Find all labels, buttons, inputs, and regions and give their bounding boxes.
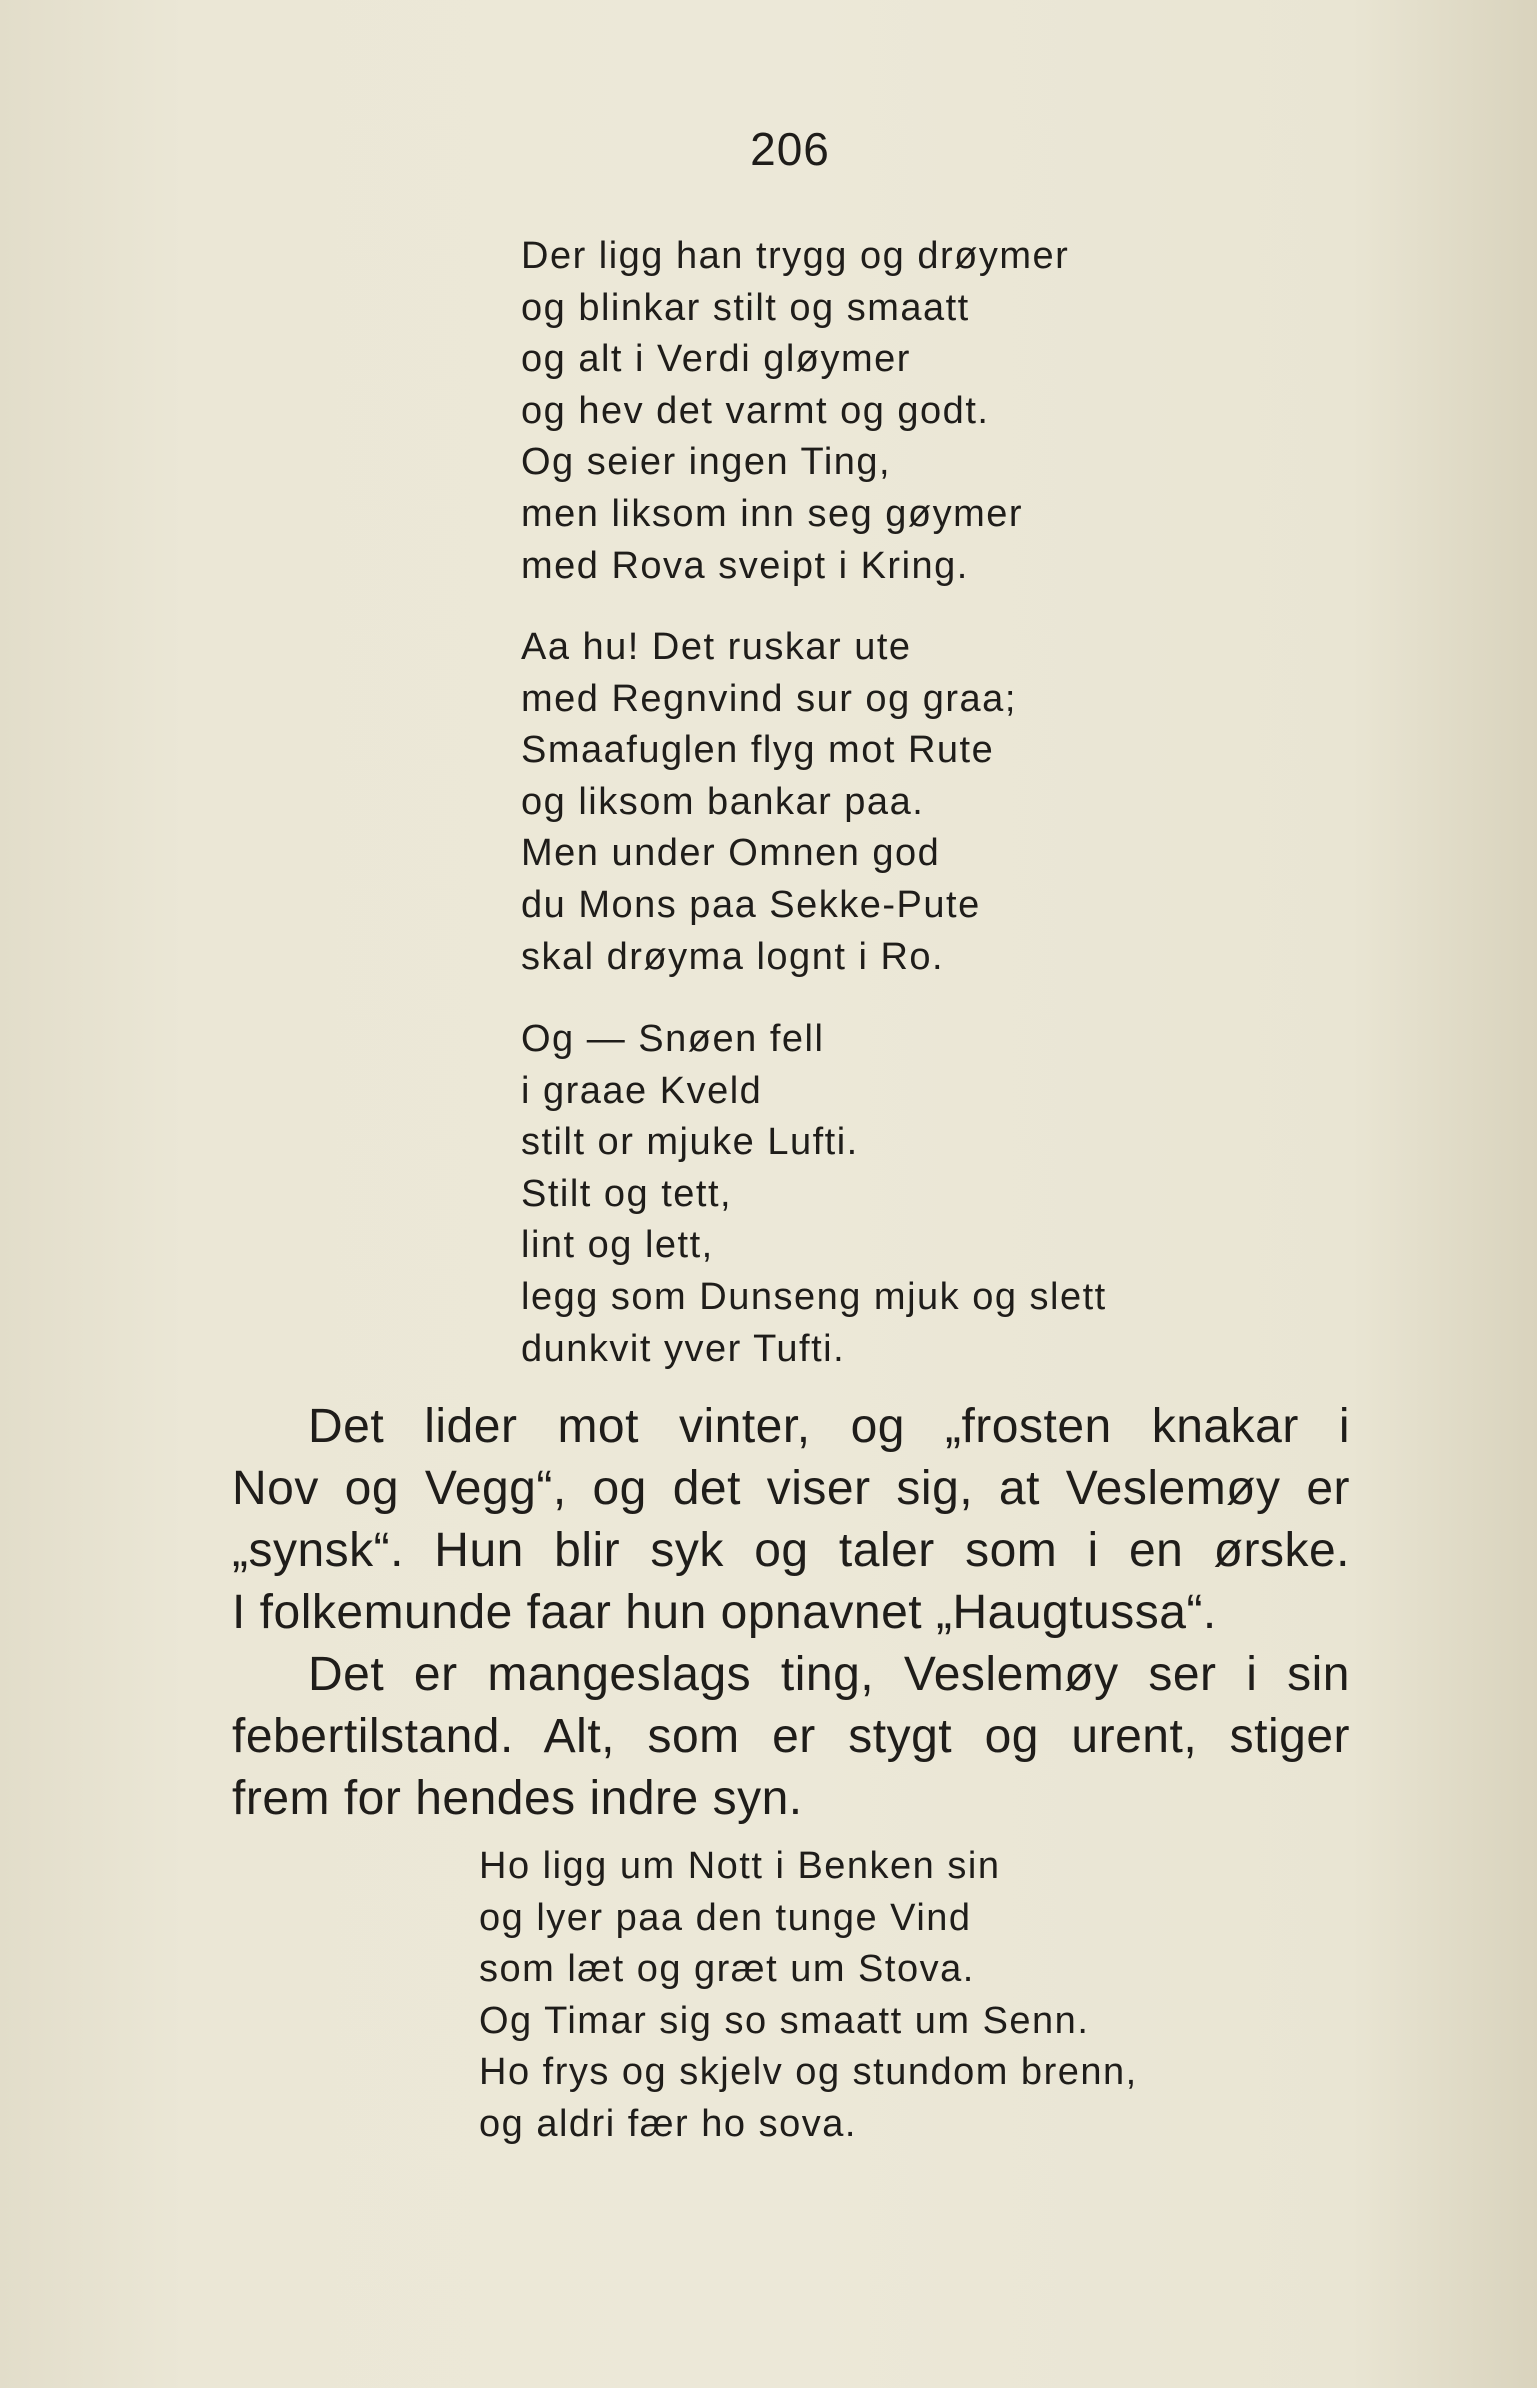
verse-line: og blinkar stilt og smaatt xyxy=(521,286,970,329)
prose-paragraph-2 xyxy=(232,1644,1350,1830)
verse-line: med Regnvind sur og graa; xyxy=(521,677,1017,720)
poem-stanza-3 xyxy=(521,1014,1107,1375)
verse-line: men liksom inn seg gøymer xyxy=(521,492,1024,535)
verse-line: og liksom bankar paa. xyxy=(521,780,925,823)
verse-line: og aldri fær ho sova. xyxy=(479,2102,857,2145)
prose-line: „synsk“. Hun blir syk og taler som i en ørske. xyxy=(232,1524,1350,1577)
verse-line: i graae Kveld xyxy=(521,1069,763,1112)
verse-line: dunkvit yver Tufti. xyxy=(521,1327,846,1370)
verse-line: Ho ligg um Nott i Benken sin xyxy=(479,1845,1001,1887)
verse-line: og hev det varmt og godt. xyxy=(521,389,990,432)
prose-line: frem for hendes indre syn. xyxy=(232,1772,803,1825)
verse-line: Aa hu! Det ruskar ute xyxy=(521,626,912,668)
poem-stanza-1 xyxy=(521,231,1069,592)
prose-line: I folkemunde faar hun opnavnet „Haugtussa“. xyxy=(232,1586,1217,1639)
prose-line: febertilstand. Alt, som er stygt og urent, stiger xyxy=(232,1710,1350,1763)
verse-line: du Mons paa Sekke-Pute xyxy=(521,883,981,926)
verse-line: Og seier ingen Ting, xyxy=(521,441,892,484)
verse-line: Smaafuglen flyg mot Rute xyxy=(521,729,995,772)
verse-line: Men under Omnen god xyxy=(521,832,941,875)
poem-stanza-4 xyxy=(479,1841,1138,2151)
prose-line: Nov og Vegg“, og det viser sig, at Veslemøy er xyxy=(232,1462,1350,1515)
verse-line: Stilt og tett, xyxy=(521,1172,733,1215)
verse-line: lint og lett, xyxy=(521,1224,714,1267)
verse-line: legg som Dunseng mjuk og slett xyxy=(521,1275,1107,1318)
prose-paragraph-1 xyxy=(232,1396,1350,1644)
prose-line: Det er mangeslags ting, Veslemøy ser i sin xyxy=(308,1648,1350,1701)
verse-line: Og — Snøen fell xyxy=(521,1018,825,1060)
page-number: 206 xyxy=(750,123,830,175)
verse-line: skal drøyma lognt i Ro. xyxy=(521,935,945,978)
verse-line: Og Timar sig so smaatt um Senn. xyxy=(479,1999,1090,2042)
verse-line: og lyer paa den tunge Vind xyxy=(479,1896,972,1939)
verse-line: Der ligg han trygg og drøymer xyxy=(521,235,1070,277)
prose-line: Det lider mot vinter, og „frosten knakar i xyxy=(308,1400,1350,1453)
verse-line: som læt og græt um Stova. xyxy=(479,1948,975,1991)
verse-line: med Rova sveipt i Kring. xyxy=(521,544,969,587)
verse-line: stilt or mjuke Lufti. xyxy=(521,1121,859,1164)
verse-line: Ho frys og skjelv og stundom brenn, xyxy=(479,2051,1138,2094)
verse-line: og alt i Verdi gløymer xyxy=(521,338,911,381)
poem-stanza-2 xyxy=(521,622,1017,983)
